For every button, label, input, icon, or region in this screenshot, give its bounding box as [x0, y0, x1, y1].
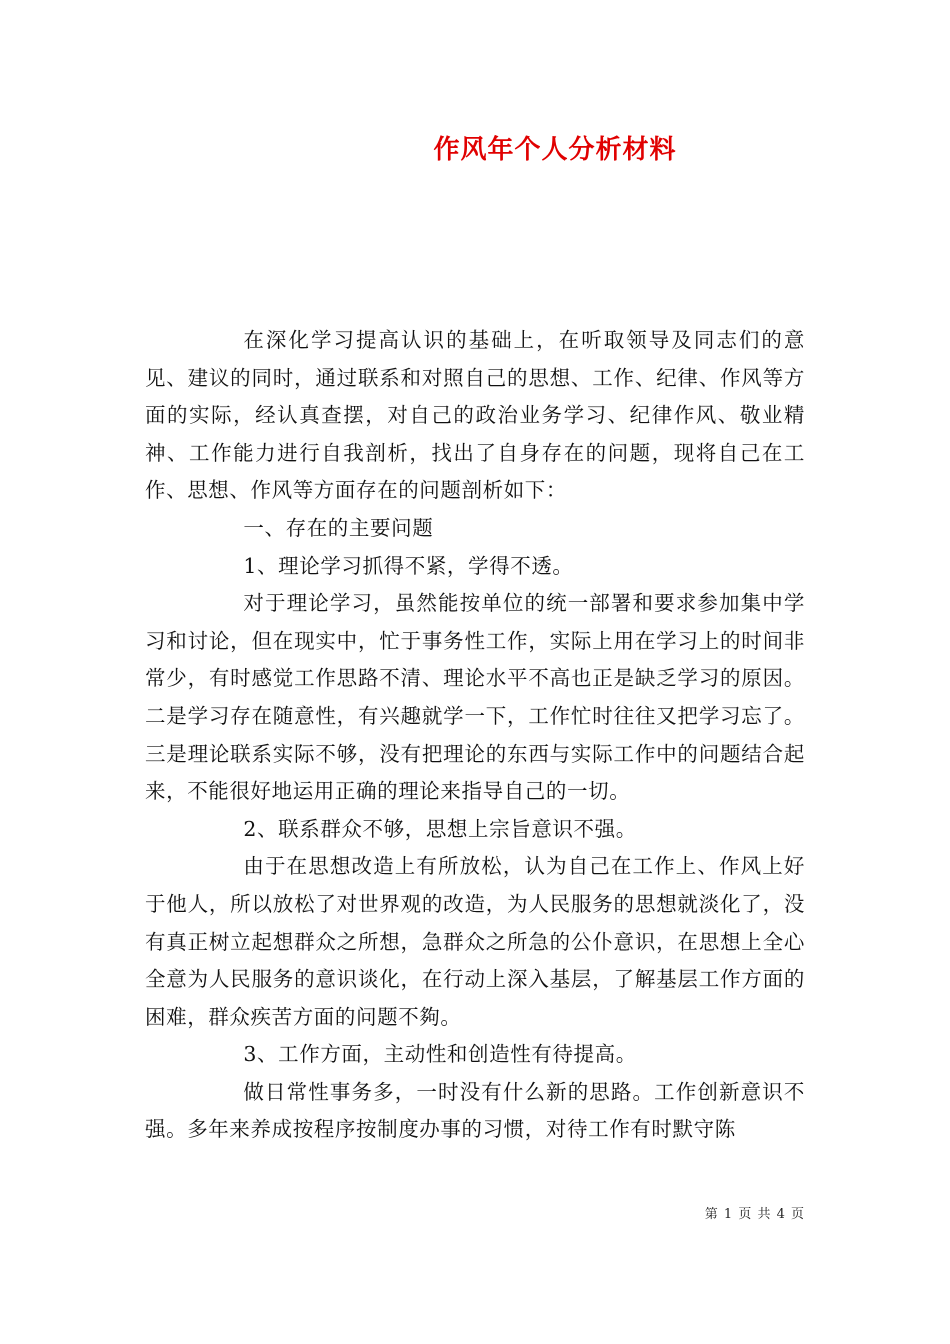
paragraph-intro: 在深化学习提高认识的基础上，在听取领导及同志们的意见、建议的同时，通过联系和对照自己的思想、工作、纪律、作风等方面的实际，经认真查摆，对自己的政治业务学习、纪律作风、敬业精神、工作能力进行自我剖析，找出了自身存在的问题，现将自己在工作、思想、作风等方面存在的问题剖析如下：	[145, 328, 805, 503]
paragraph-mass-contact: 由于在思想改造上有所放松，认为自己在工作上、作风上好于他人，所以放松了对世界观的改造，为人民服务的思想就淡化了，没有真正树立起想群众之所想，急群众之所急的公仆意识，在思想上全心全意为人民服务的意识谈化，在行动上深入基层，了解基层工作方面的困难，群众疾苦方面的问题不夠。	[145, 854, 805, 1029]
document-body	[145, 322, 805, 1149]
page-number-footer: 第 1 页 共 4 页	[704, 1207, 805, 1222]
page-title: 作风年个人分析材料	[433, 135, 677, 165]
paragraph-work-initiative: 做日常性事务多，一时没有什么新的思路。工作创新意识不强。多年来养成按程序按制度办事的习惯，对待工作有时默守陈	[145, 1079, 805, 1142]
section-heading-problems: 一、存在的主要问题	[243, 515, 434, 540]
subheading-work-initiative: 3、工作方面，主动性和创造性有待提高。	[243, 1042, 637, 1067]
paragraph-theory-study: 对于理论学习，虽然能按单位的统一部署和要求参加集中学习和讨论，但在现实中，忙于事务性工作，实际上用在学习上的时间非常少，有时感觉工作思路不清、理论水平不高也正是缺乏学习的原因。二是学习存在随意性，有兴趣就学一下，工作忙时往往又把学习忘了。三是理论联系实际不够，没有把理论的东西与实际工作中的问题结合起来，不能很好地运用正确的理论来指导自己的一切。	[145, 591, 805, 804]
subheading-theory-study: 1、理论学习抓得不紧，学得不透。	[243, 553, 574, 578]
subheading-mass-contact: 2、联系群众不够，思想上宗旨意识不强。	[243, 816, 637, 841]
